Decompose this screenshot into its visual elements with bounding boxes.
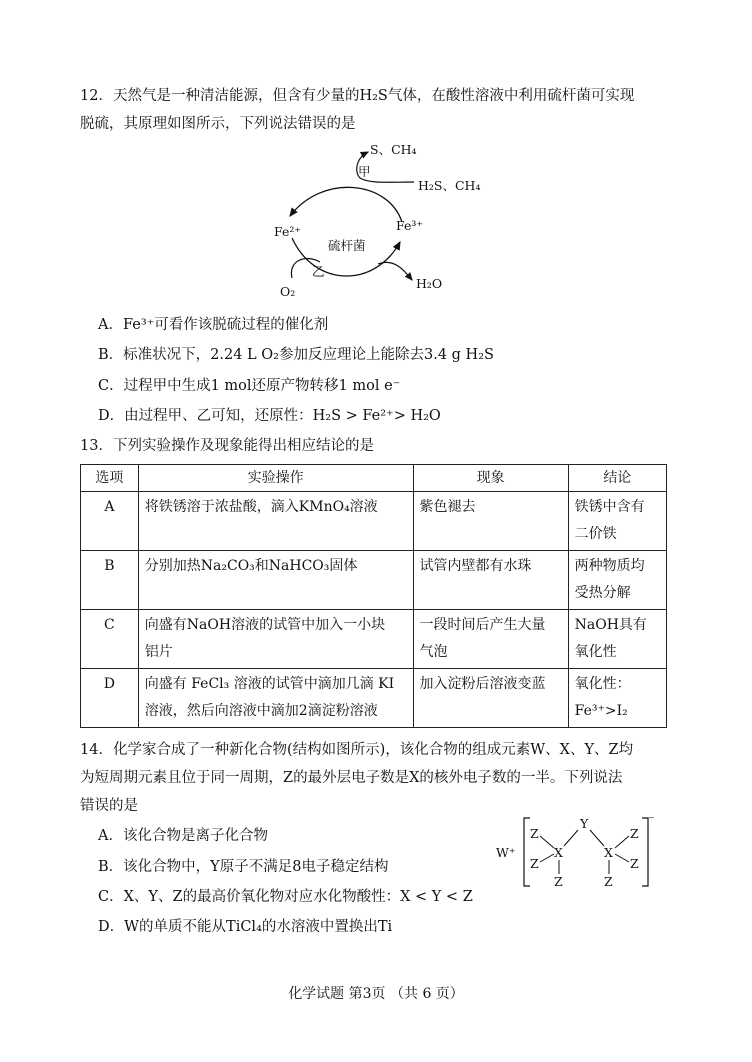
cell-line: 氧化性：: [574, 676, 631, 692]
row-conclusion: [568, 492, 666, 551]
q12-stem-line1: 12．天然气是一种清洁能源，但含有少量的H₂S气体，在酸性溶液中利用硫杆菌可实现: [80, 88, 635, 104]
q12-option-a: A．Fe³⁺可看作该脱硫过程的催化剂: [98, 317, 329, 333]
row-option: A: [81, 492, 139, 551]
q14-option-a: A．该化合物是离子化合物: [98, 828, 268, 844]
cation-w: W⁺: [496, 845, 516, 860]
row-phenomenon: [413, 492, 568, 551]
label-h2o: H₂O: [416, 276, 443, 291]
page-footer: 化学试题 第3页 （共 6 页）: [288, 986, 464, 1002]
row-option: B: [81, 551, 139, 610]
atom-z: Z: [554, 874, 563, 889]
q12-option-c: C．过程甲中生成1 mol还原产物转移1 mol e⁻: [98, 378, 401, 394]
row-phenomenon: [413, 551, 568, 610]
q12-option-d: D．由过程甲、乙可知，还原性：H₂S > Fe²⁺> H₂O: [98, 408, 441, 424]
cell-line: 向盛有NaOH溶液的试管中加入一小块: [144, 617, 386, 633]
atom-x-right: X: [604, 845, 613, 860]
experiment-table: [80, 464, 667, 728]
bond: [590, 830, 604, 846]
q14-option-b: B．该化合物中，Y原子不满足8电子稳定结构: [98, 859, 389, 875]
cell-line: 加入淀粉后溶液变蓝: [419, 676, 546, 692]
row-operation: [138, 551, 413, 610]
cell-line: 将铁锈溶于浓盐酸，滴入KMnO₄溶液: [144, 499, 378, 515]
q14-option-d: D．W的单质不能从TiCl₄的水溶液中置换出Ti: [98, 919, 393, 935]
q12-stem-line2: 脱硫，其原理如图所示，下列说法错误的是: [80, 116, 356, 132]
table-row: [81, 610, 667, 669]
row-option: D: [81, 669, 139, 728]
cell-line: 向盛有 FeCl₃ 溶液的试管中滴加几滴 KI: [144, 676, 395, 692]
table-row: [81, 492, 667, 551]
row-phenomenon: [413, 669, 568, 728]
bond: [540, 836, 554, 848]
bracket-right: [642, 818, 648, 886]
arc-upper: [290, 187, 402, 222]
cell-line: 氧化性: [574, 644, 617, 660]
label-fe2: Fe²⁺: [274, 224, 301, 239]
row-conclusion: [568, 610, 666, 669]
row-phenomenon: [413, 610, 568, 669]
atom-z: Z: [530, 826, 539, 841]
cell-line: 铁锈中含有: [574, 499, 645, 515]
label-input: H₂S、CH₄: [418, 178, 481, 193]
header-operation: 实验操作: [138, 465, 413, 492]
label-top-product: S、CH₄: [370, 142, 417, 157]
cell-line: 二价铁: [574, 526, 617, 542]
row-conclusion: [568, 551, 666, 610]
cell-line: 气泡: [419, 644, 448, 660]
row-operation: [138, 492, 413, 551]
cell-line: 试管内壁都有水珠: [419, 558, 532, 574]
cell-line: 一段时间后产生大量: [419, 617, 546, 633]
q14-stem-line3: 错误的是: [80, 798, 138, 814]
header-option: 选项: [81, 465, 139, 492]
q13-stem: 13．下列实验操作及现象能得出相应结论的是: [80, 438, 374, 454]
atom-z: Z: [630, 826, 639, 841]
table-row: [81, 551, 667, 610]
header-conclusion: 结论: [568, 465, 666, 492]
row-operation: [138, 669, 413, 728]
anion-charge: ⁻: [648, 812, 655, 827]
q12-option-b: B．标准状况下，2.24 L O₂参加反应理论上能除去3.4 g H₂S: [98, 347, 494, 363]
q14-stem-line2: 为短周期元素且位于同一周期，Z的最外层电子数是X的核外电子数的一半。下列说法: [80, 770, 623, 786]
header-phenomenon: 现象: [413, 465, 568, 492]
q14-option-c: C．X、Y、Z的最高价氧化物对应水化物酸性：X < Y < Z: [98, 889, 473, 905]
atom-y: Y: [580, 816, 589, 831]
cell-line: 两种物质均: [574, 558, 645, 574]
bond: [615, 836, 629, 848]
label-fe3: Fe³⁺: [396, 218, 423, 233]
bond: [615, 854, 629, 862]
label-jia: 甲: [358, 164, 371, 179]
cell-line: 受热分解: [574, 585, 631, 601]
atom-z: Z: [630, 856, 639, 871]
table-header-row: [81, 465, 667, 492]
row-operation: [138, 610, 413, 669]
row-conclusion: [568, 669, 666, 728]
atom-x-left: X: [554, 845, 563, 860]
label-o2: O₂: [280, 284, 296, 299]
cell-line: 溶液，然后向溶液中滴加2滴淀粉溶液: [144, 703, 378, 719]
atom-z: Z: [604, 874, 613, 889]
bond: [540, 854, 554, 862]
table-row: [81, 669, 667, 728]
q14-stem-line1: 14．化学家合成了一种新化合物(结构如图所示)，该化合物的组成元素W、X、Y、Z均: [80, 742, 634, 758]
cell-line: Fe³⁺>I₂: [574, 703, 628, 719]
cell-line: 分别加热Na₂CO₃和NaHCO₃固体: [144, 558, 358, 574]
arrow-h2o-out: [378, 262, 412, 280]
row-option: C: [81, 610, 139, 669]
label-center: 硫杆菌: [328, 238, 366, 253]
cell-line: 铝片: [144, 644, 173, 660]
bond: [564, 830, 578, 846]
cell-line: 紫色褪去: [419, 499, 476, 515]
compound-structure-diagram: [494, 812, 664, 892]
desulfurization-cycle-diagram: [260, 138, 481, 308]
atom-z: Z: [530, 856, 539, 871]
cell-line: NaOH具有: [574, 617, 647, 633]
label-yi: 乙: [312, 264, 325, 279]
